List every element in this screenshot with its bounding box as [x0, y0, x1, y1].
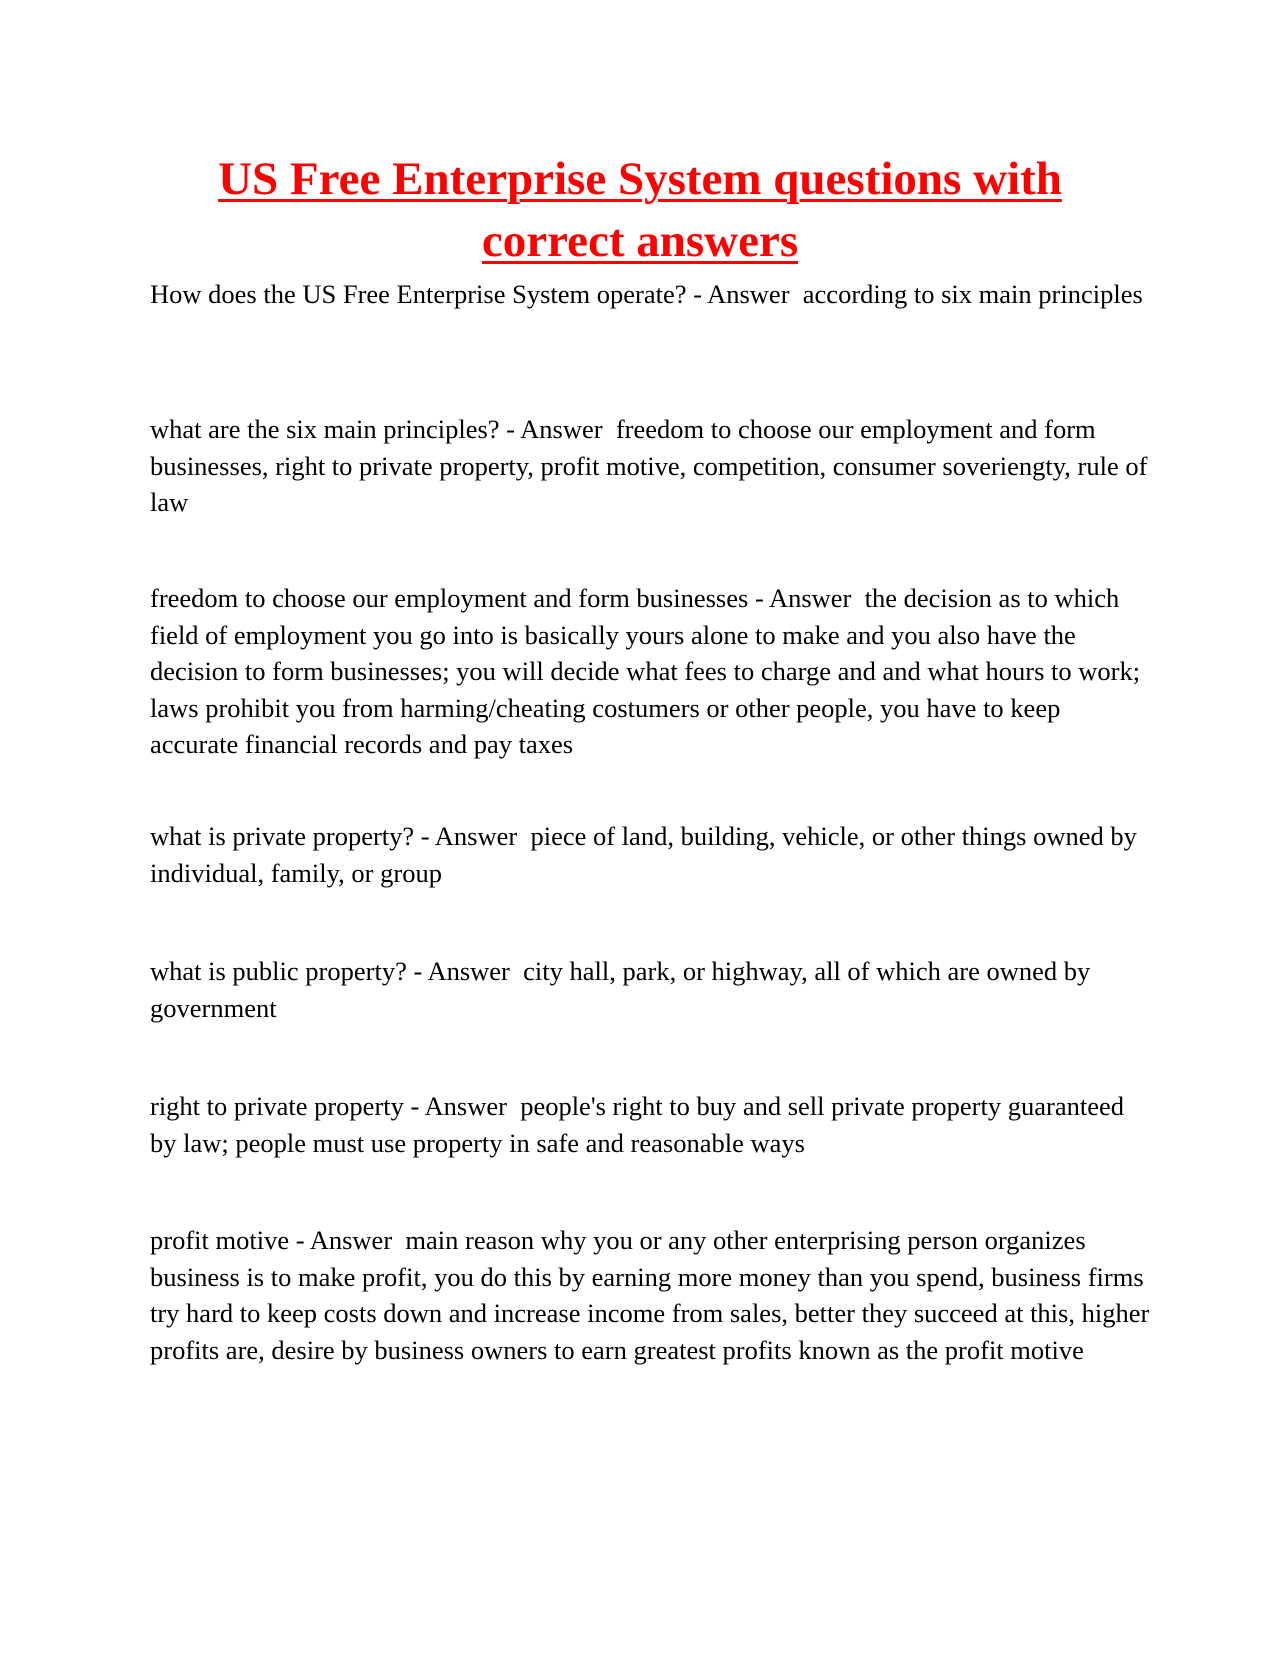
answer-text: people's right to buy and sell private property guaranteed by law; people must use property in safe and reasonable ways	[150, 1091, 1131, 1158]
question-text: How does the US Free Enterprise System operate?	[150, 279, 687, 309]
answer-separator: - Answer	[686, 279, 803, 309]
answer-separator: - Answer	[403, 1091, 521, 1121]
answer-separator: - Answer	[748, 583, 865, 613]
answer-separator: - Answer	[499, 414, 616, 444]
question-text: freedom to choose our employment and form businesses	[150, 583, 749, 613]
qa-entry	[150, 818, 1150, 891]
answer-separator: - Answer	[289, 1225, 406, 1255]
question-text: what is private property?	[150, 821, 415, 851]
qa-entry	[150, 276, 1150, 313]
qa-entry	[150, 580, 1150, 763]
qa-entry	[150, 411, 1155, 521]
qa-entry	[150, 1088, 1150, 1161]
document-title: US Free Enterprise System questions with correct answers	[218, 153, 1062, 267]
answer-text: freedom to choose our employment and form businesses, right to private property, profit motive, competition, consumer soveriengty, rule of law	[150, 414, 1155, 517]
answer-separator: - Answer	[414, 821, 531, 851]
question-text: right to private property	[150, 1091, 404, 1121]
question-text: profit motive	[150, 1225, 290, 1255]
answer-text: the decision as to which field of employment you go into is basically yours alone to make and you also have the decision to form businesses; you will decide what fees to charge and and what hours to work; laws prohibit you from harming/cheating costumers or other people, you have to keep accurate financial records and pay taxes	[150, 583, 1147, 759]
answer-text: main reason why you or any other enterprising person organizes business is to make profit, you do this by earning more money than you spend, business firms try hard to keep costs down and increase income from sales, better they succeed at this, higher profits are, desire by business owners to earn greatest profits known as the profit motive	[150, 1225, 1156, 1365]
answer-text: city hall, park, or highway, all of which are owned by government	[150, 956, 1097, 1023]
qa-entry	[150, 953, 1150, 1026]
qa-entry	[150, 1222, 1156, 1368]
question-text: what are the six main principles?	[150, 414, 500, 444]
answer-text: according to six main principles	[802, 279, 1143, 309]
question-text: what is public property?	[150, 956, 407, 986]
answer-separator: - Answer	[406, 956, 524, 986]
answer-text: piece of land, building, vehicle, or other things owned by individual, family, or group	[150, 821, 1144, 888]
